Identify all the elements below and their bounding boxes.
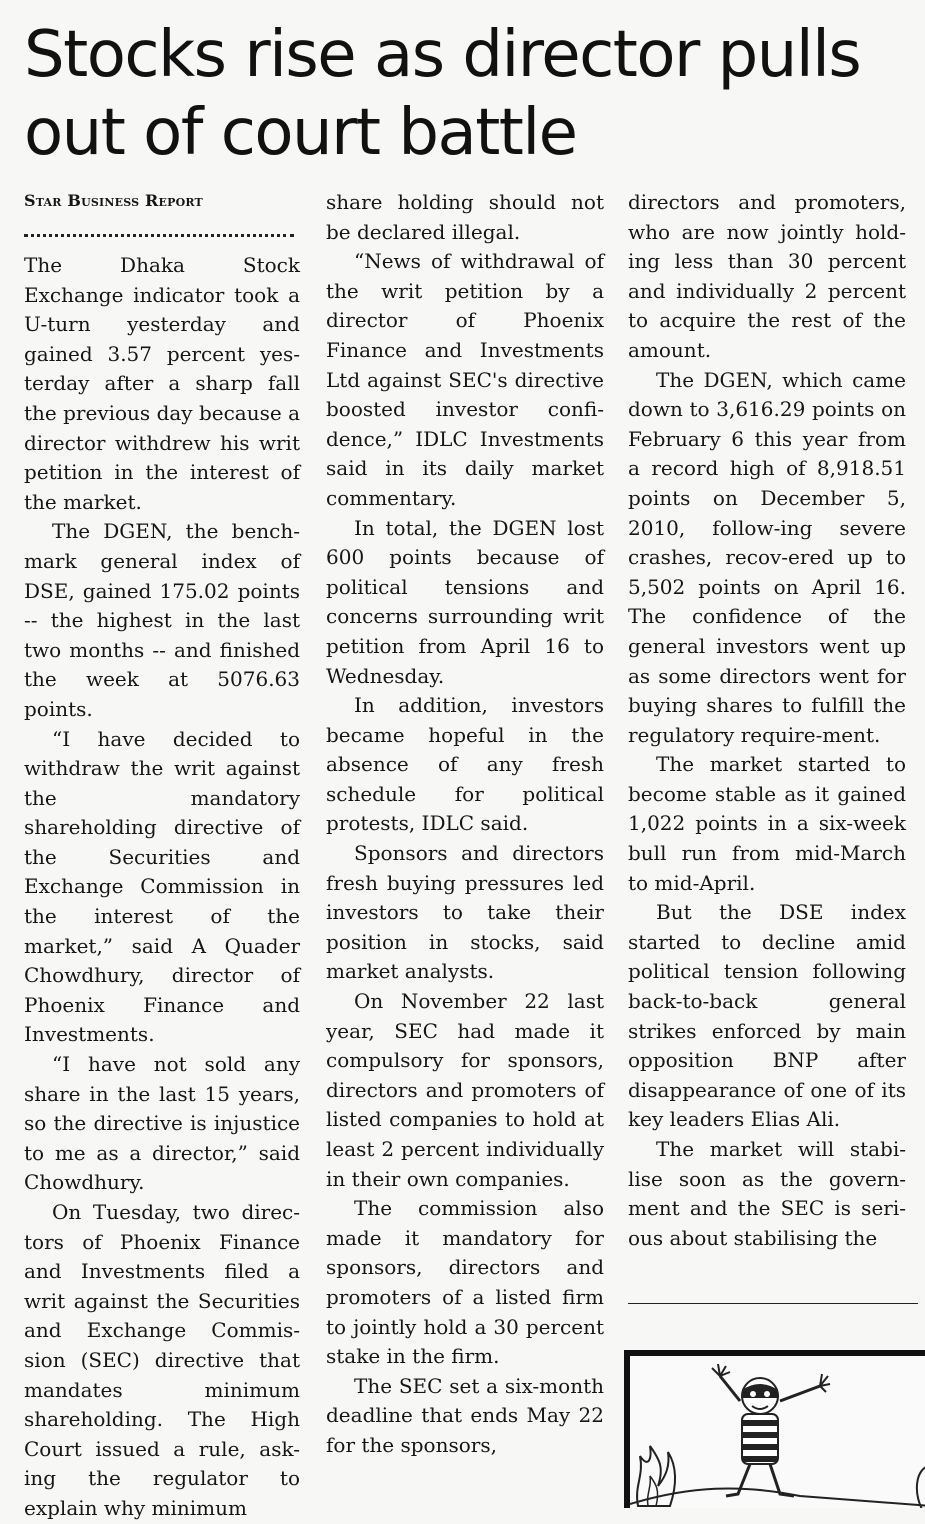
paragraph: The DGEN, which came down to 3,616.29 points on February 6 this year from a record high of 8,918.51 points on December 5, 2010, follow-ing severe crashes, recov-ered up to 5,502 points on April 16. The confidence of the general investors went up as some directors went for buying shares to fulfill the regulatory require-ment. bbox=[628, 367, 906, 747]
article-column-1 bbox=[24, 188, 300, 1524]
paragraph: The market will stabi-lise soon as the govern-ment and the SEC is seri-ous about stabilising the bbox=[628, 1137, 906, 1250]
dotted-divider bbox=[24, 218, 294, 237]
paragraph: The DGEN, the bench-mark general index of DSE, gained 175.02 points -- the highest in the last two months -- and finished the week at 5076.63 points. bbox=[24, 519, 300, 721]
headline: Stocks rise as director pulls out of court battle bbox=[24, 18, 861, 170]
paragraph: The market started to become stable as it gained 1,022 points in a six-week bull run from mid-March to mid-April. bbox=[628, 752, 906, 895]
paragraph: share holding should not be declared illegal. bbox=[326, 190, 604, 244]
column-end-rule bbox=[628, 1303, 918, 1304]
paragraph: But the DSE index started to decline amid political tension following back-to-back general strikes enforced by main opposition BNP after disappearance of one of its key leaders Elias Ali. bbox=[628, 900, 906, 1132]
paragraph: In addition, investors became hopeful in the absence of any fresh schedule for political protests, IDLC said. bbox=[326, 693, 604, 836]
paragraph: “I have decided to withdraw the writ against the mandatory shareholding directive of the Securities and Exchange Commission in the interest of the market,” said A Quader Chowdhury, director of Phoenix Finance and Investments. bbox=[24, 726, 300, 1047]
article-column-2 bbox=[326, 188, 604, 1461]
paragraph: “News of withdrawal of the writ petition by a director of Phoenix Finance and Investments Ltd against SEC's directive boosted investor confi-dence,” IDLC Investments said in its daily market commentary. bbox=[326, 249, 604, 510]
cartoon-illustration bbox=[624, 1350, 925, 1508]
burglar-cartoon-icon bbox=[630, 1356, 925, 1508]
byline: Star Business Report bbox=[24, 191, 203, 210]
article-column-3 bbox=[628, 188, 906, 1253]
paragraph: In total, the DGEN lost 600 points because of political tensions and concerns surrounding writ petition from April 16 to Wednesday. bbox=[326, 515, 604, 688]
paragraph: “I have not sold any share in the last 15 years, so the directive is injustice to me as a director,” said Chowdhury. bbox=[24, 1052, 300, 1195]
paragraph: On Tuesday, two direc-tors of Phoenix Finance and Investments filed a writ against the Securities and Exchange Commis-sion (SEC) directive that mandates minimum shareholding. The High Court issued a rule, ask-ing the regulator to explain why minimum bbox=[24, 1200, 300, 1520]
paragraph: The commission also made it mandatory for sponsors, directors and promoters of a listed firm to jointly hold a 30 percent stake in the firm. bbox=[326, 1196, 604, 1369]
paragraph: Sponsors and directors fresh buying pressures led investors to take their position in stocks, said market analysts. bbox=[326, 841, 604, 984]
paragraph: The Dhaka Stock Exchange indicator took a U-turn yesterday and gained 3.57 percent yes-terday after a sharp fall the previous day because a director withdrew his writ petition in the interest of the market. bbox=[24, 253, 300, 514]
paragraph: On November 22 last year, SEC had made it compulsory for sponsors, directors and promoters of listed companies to hold at least 2 percent individually in their own companies. bbox=[326, 989, 604, 1191]
paragraph: The SEC set a six-month deadline that ends May 22 for the sponsors, bbox=[326, 1373, 604, 1457]
paragraph: directors and promoters, who are now jointly hold-ing less than 30 percent and individually 2 percent to acquire the rest of the amount. bbox=[628, 190, 906, 362]
